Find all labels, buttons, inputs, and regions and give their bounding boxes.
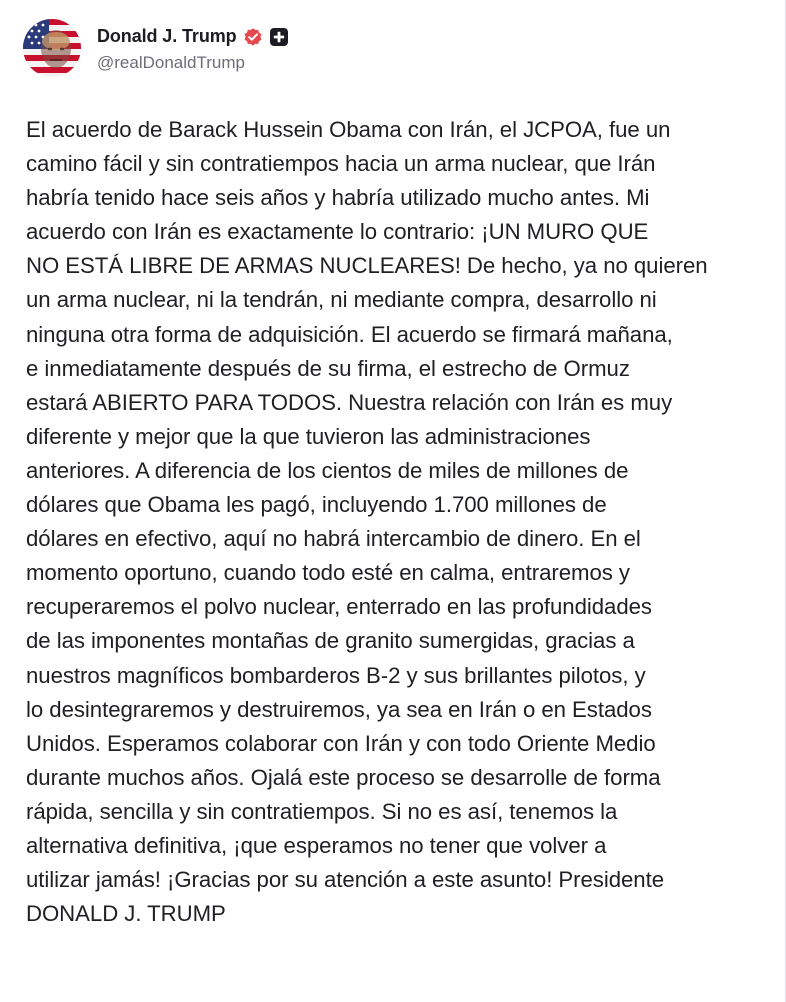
post-text-line: acuerdo con Irán es exactamente lo contrario: ¡UN MURO QUE	[26, 219, 649, 245]
post-text-line: dólares en efectivo, aquí no habrá intercambio de dinero. En el	[26, 526, 641, 552]
post-text-line: NO ESTÁ LIBRE DE ARMAS NUCLEARES! De hecho, ya no quieren	[26, 253, 708, 279]
plus-badge-icon	[269, 27, 289, 47]
name-row	[97, 24, 289, 50]
post-text-line: nuestros magníficos bombarderos B-2 y sus brillantes pilotos, y	[26, 662, 646, 688]
post-text-line: lo desintegraremos y destruiremos, ya sea en Irán o en Estados	[26, 696, 652, 722]
post-text-line: durante muchos años. Ojalá este proceso se desarrolle de forma	[26, 764, 661, 790]
post-text-line: rápida, sencilla y sin contratiempos. Si no es así, tenemos la	[26, 798, 618, 824]
post-text-line: ninguna otra forma de adquisición. El acuerdo se firmará mañana,	[26, 321, 673, 347]
post-text-line: momento oportuno, cuando todo esté en calma, entraremos y	[26, 560, 630, 586]
post-text-line: diferente y mejor que la que tuvieron las administraciones	[26, 423, 591, 449]
verified-badge-icon	[243, 27, 263, 47]
avatar-flag-portrait-icon	[23, 19, 81, 77]
post-text-line: dólares que Obama les pagó, incluyendo 1.700 millones de	[26, 492, 607, 518]
post-text-line: alternativa definitiva, ¡que esperamos no tener que volver a	[26, 832, 607, 858]
post-text-line: estará ABIERTO PARA TODOS. Nuestra relación con Irán es muy	[26, 389, 673, 415]
post-text-line: habría tenido hace seis años y habría utilizado mucho antes. Mi	[26, 185, 650, 211]
post-text-line: El acuerdo de Barack Hussein Obama con Irán, el JCPOA, fue un	[26, 117, 671, 142]
post-text-line: un arma nuclear, ni la tendrán, ni mediante compra, desarrollo ni	[26, 287, 657, 313]
post-text	[26, 113, 766, 931]
post-text-line: Unidos. Esperamos colaborar con Irán y con todo Oriente Medio	[26, 730, 656, 756]
author-handle[interactable]: @realDonaldTrump	[97, 52, 245, 72]
author-display-name[interactable]: Donald J. Trump	[97, 26, 237, 46]
post-header	[23, 16, 289, 80]
author-identity	[97, 24, 289, 73]
post-text-line: utilizar jamás! ¡Gracias por su atención a este asunto! Presidente	[26, 867, 664, 893]
post-text-line: anteriores. A diferencia de los cientos de miles de millones de	[26, 457, 629, 483]
post-text-line: e inmediatamente después de su firma, el estrecho de Ormuz	[26, 355, 630, 381]
post-text-line: camino fácil y sin contratiempos hacia un arma nuclear, que Irán	[26, 151, 656, 177]
post-text-line: DONALD J. TRUMP	[26, 901, 226, 927]
post-text-line: de las imponentes montañas de granito sumergidas, gracias a	[26, 628, 635, 654]
post-text-line: recuperaremos el polvo nuclear, enterrado en las profundidades	[26, 594, 652, 620]
avatar[interactable]	[23, 19, 81, 77]
